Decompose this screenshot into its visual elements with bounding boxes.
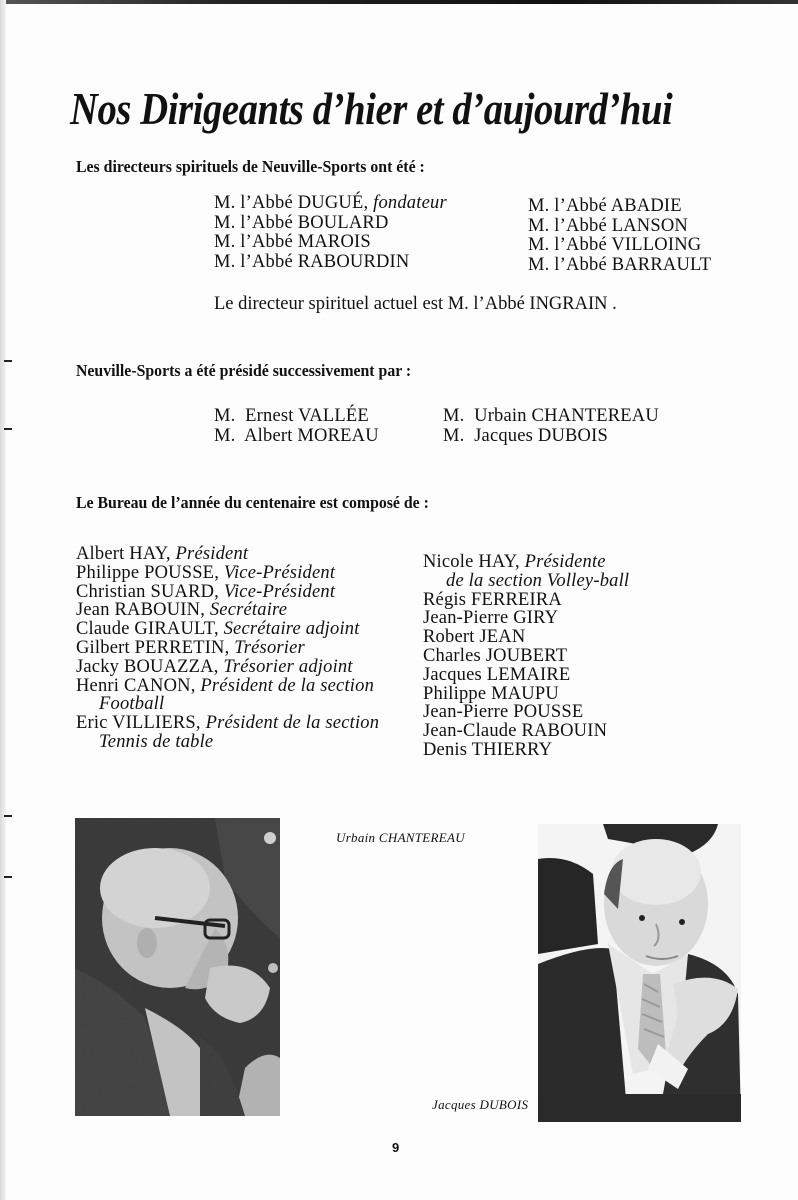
photo-urbain-chantereau — [75, 818, 280, 1116]
list-item: Eric VILLIERS, Président de la section — [76, 713, 380, 734]
spiritual-directors-left-list — [214, 194, 447, 272]
list-item: Claude GIRAULT, Secrétaire adjoint — [76, 619, 360, 640]
section-heading-bureau: Le Bureau de l’année du centenaire est composé de : — [76, 493, 429, 512]
portrait-image — [75, 818, 280, 1116]
page-top-edge — [0, 0, 798, 4]
list-item: M. l’Abbé ABADIE — [528, 196, 682, 216]
list-item-continuation: de la section Volley-ball — [446, 570, 630, 591]
page-binding-edge — [0, 0, 6, 1200]
list-item: Jean-Pierre POUSSE — [423, 702, 584, 723]
list-item: M. l’Abbé VILLOING — [528, 235, 702, 255]
spiritual-directors-right-list — [528, 197, 711, 275]
list-item: Jacky BOUAZZA, Trésorier adjoint — [76, 656, 353, 677]
photo-caption: Jacques DUBOIS — [432, 1097, 529, 1112]
registration-mark — [4, 876, 12, 878]
registration-mark — [4, 360, 12, 362]
list-item: Jean RABOUIN, Secrétaire — [76, 600, 288, 621]
page-number: 9 — [392, 1140, 400, 1155]
list-item: M. Urbain CHANTEREAU — [443, 406, 659, 426]
list-item: Jean-Pierre GIRY — [423, 608, 559, 629]
bureau-right-list — [423, 553, 629, 760]
presidents-left-list — [214, 407, 379, 446]
list-item: Jacques LEMAIRE — [423, 664, 571, 685]
bureau-left-list — [76, 545, 379, 752]
page-title: Nos Dirigeants d’hier et d’aujourd’hui — [70, 83, 673, 134]
list-item: M. l’Abbé BARRAULT — [528, 254, 712, 275]
list-item: Philippe POUSSE, Vice-Président — [76, 562, 336, 583]
portrait-image — [538, 824, 741, 1122]
list-item: Christian SUARD, Vice-Président — [76, 581, 336, 602]
list-item: M. Ernest VALLÉE — [214, 406, 369, 426]
photo-jacques-dubois — [538, 824, 741, 1122]
list-item: Gilbert PERRETIN, Trésorier — [76, 637, 305, 658]
list-item: M. l’Abbé BOULARD — [214, 212, 389, 233]
current-spiritual-director: Le directeur spirituel actuel est M. l’Abbé INGRAIN . — [214, 294, 617, 314]
list-item-continuation: Football — [99, 694, 165, 715]
section-heading-presidents: Neuville-Sports a été présidé successivement par : — [76, 361, 412, 380]
list-item: M. Albert MOREAU — [214, 425, 379, 446]
list-item: Régis FERREIRA — [423, 589, 562, 610]
list-item: M. l’Abbé DUGUÉ, fondateur — [214, 193, 447, 213]
list-item: Charles JOUBERT — [423, 645, 568, 666]
section-heading-spiritual-directors: Les directeurs spirituels de Neuville-Sports ont été : — [76, 157, 425, 176]
list-item: Philippe MAUPU — [423, 683, 559, 704]
list-item-continuation: Tennis de table — [99, 731, 214, 752]
list-item: M. l’Abbé RABOURDIN — [214, 251, 410, 272]
list-item: M. l’Abbé MAROIS — [214, 232, 371, 252]
list-item: M. l’Abbé LANSON — [528, 215, 688, 236]
list-item: M. Jacques DUBOIS — [443, 425, 608, 446]
registration-mark — [4, 815, 12, 817]
presidents-right-list — [443, 407, 659, 446]
list-item: Henri CANON, Président de la section — [76, 675, 375, 696]
photo-caption: Urbain CHANTEREAU — [336, 830, 465, 845]
list-item: Jean-Claude RABOUIN — [423, 721, 608, 742]
list-item: Albert HAY, Président — [76, 544, 249, 564]
list-item: Nicole HAY, Présidente — [423, 552, 606, 572]
list-item: Robert JEAN — [423, 627, 526, 648]
registration-mark — [4, 428, 12, 430]
list-item: Denis THIERRY — [423, 739, 553, 760]
